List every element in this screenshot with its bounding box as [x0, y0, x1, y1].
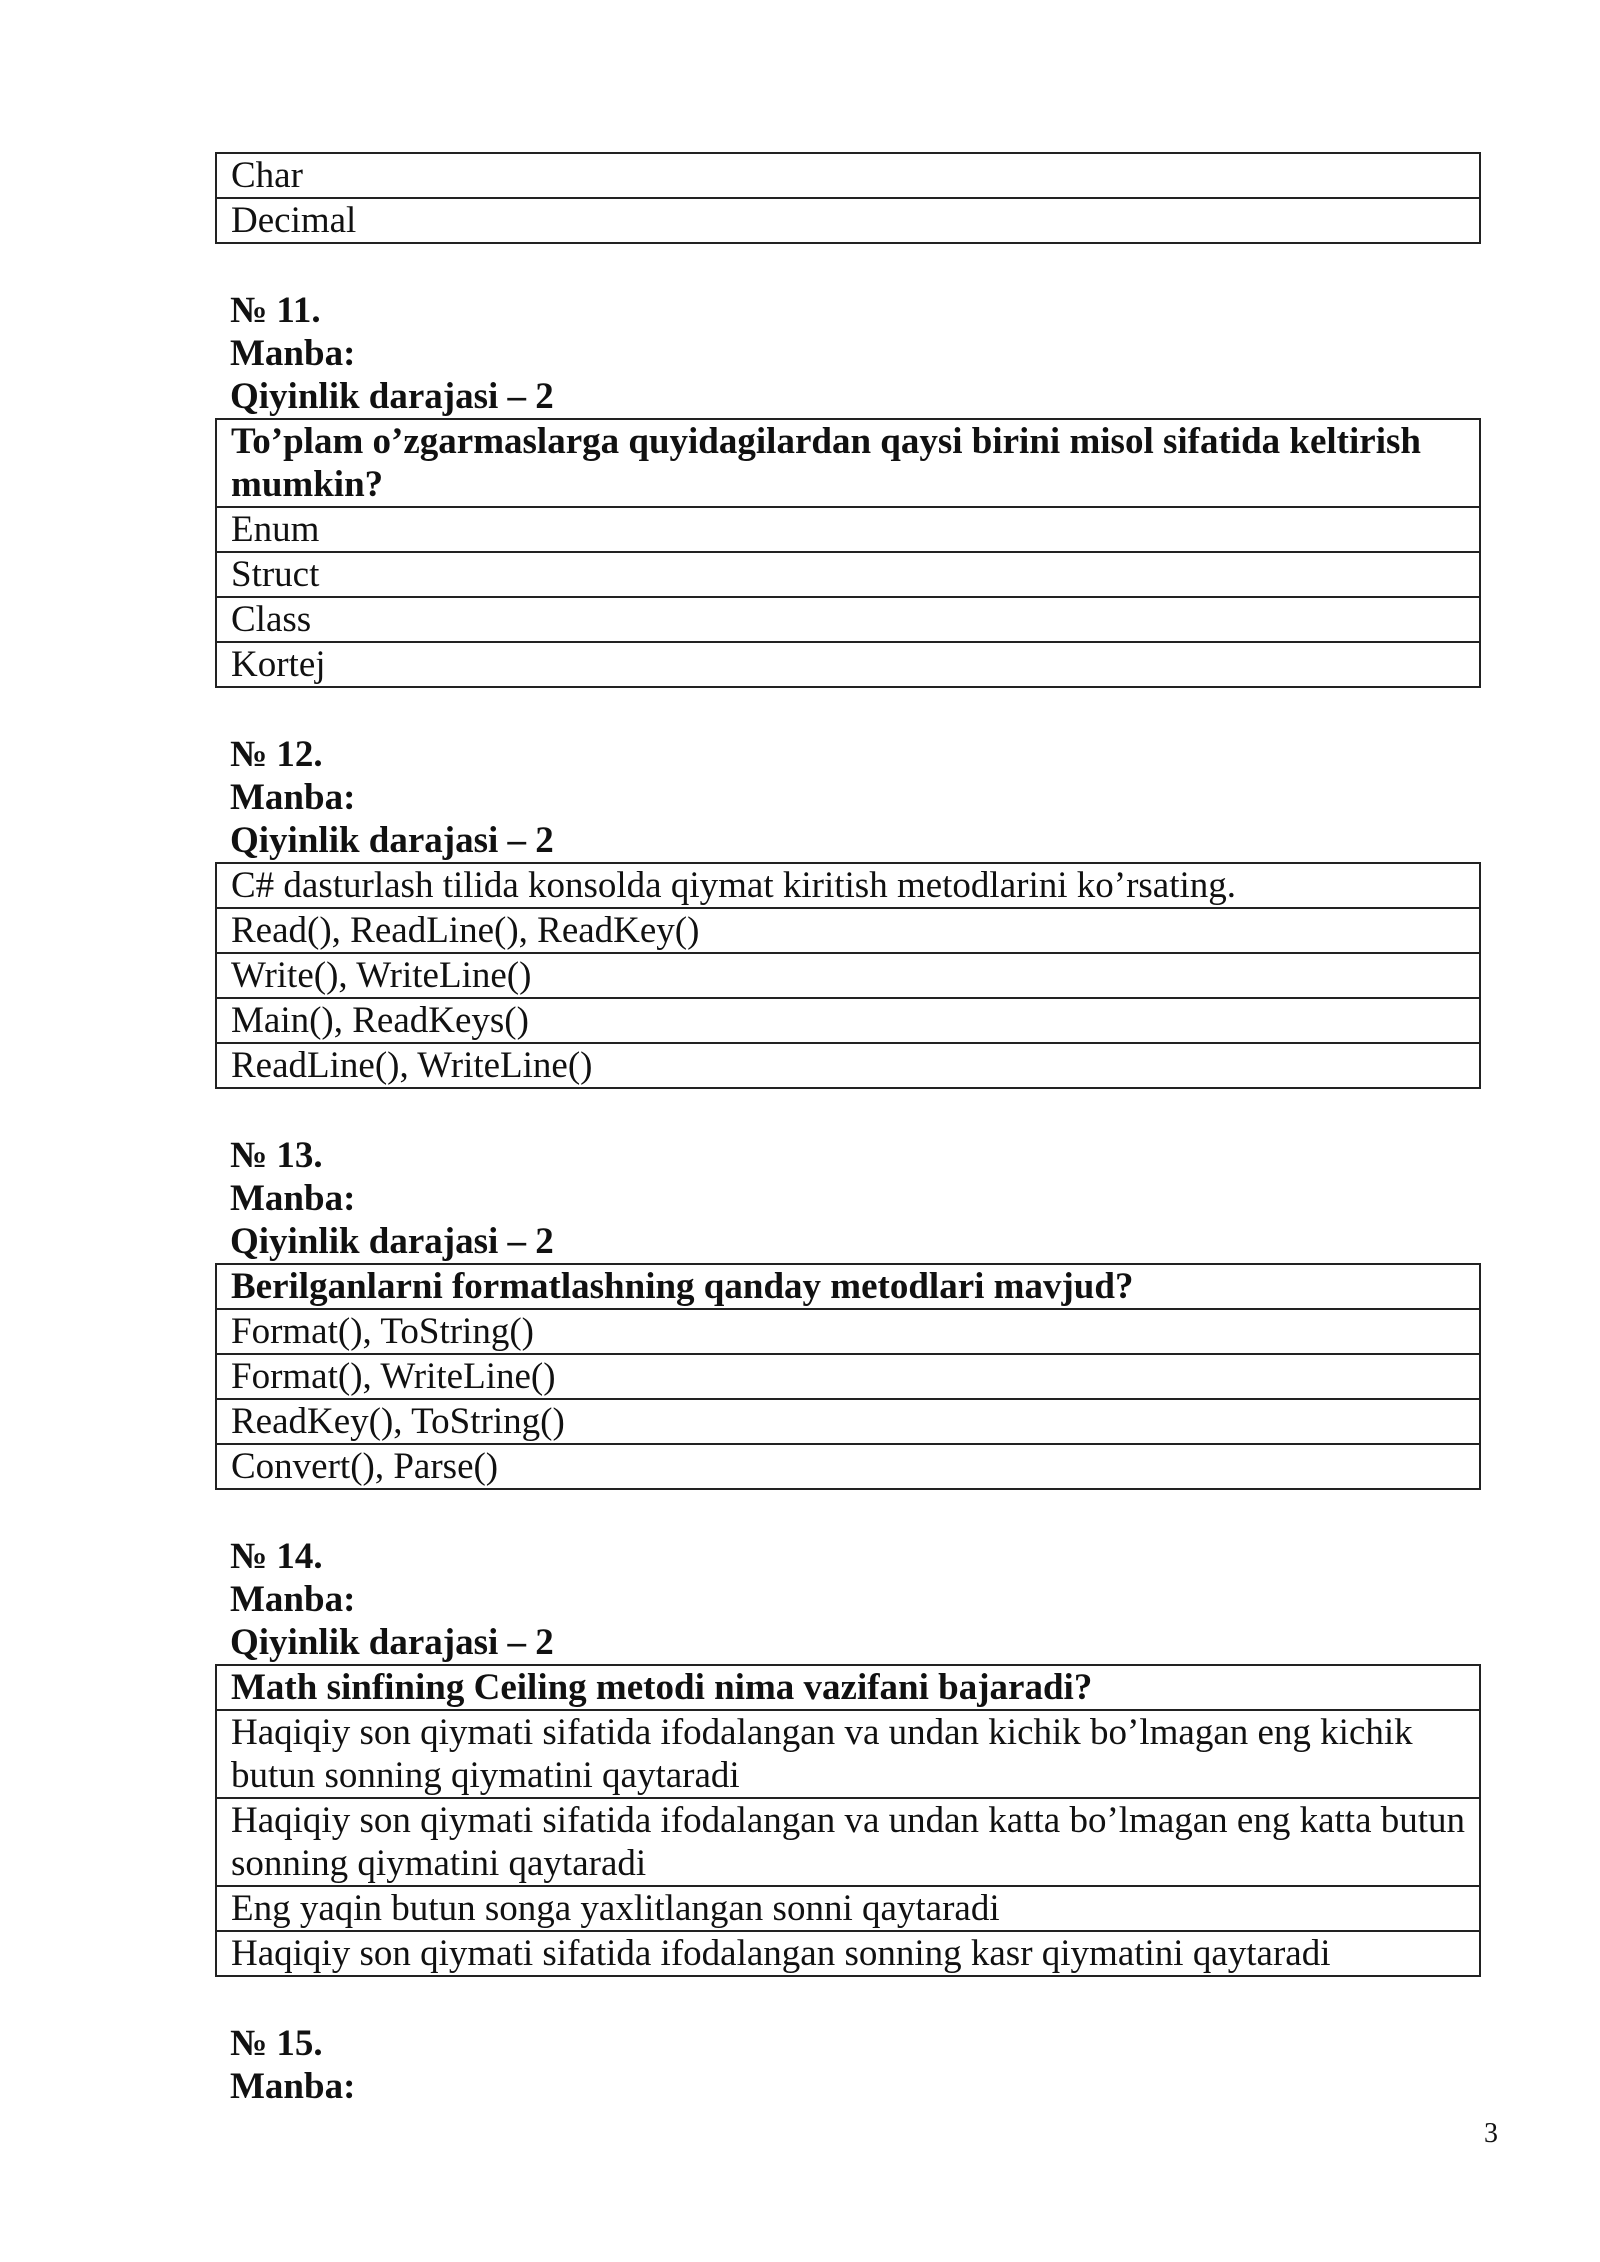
question-number: № 13. — [230, 1135, 323, 1176]
question-number: № 11. — [230, 290, 321, 331]
table-row — [216, 642, 1480, 687]
question-difficulty: Qiyinlik darajasi – 2 — [230, 376, 554, 417]
question-table — [215, 862, 1481, 1089]
table-row — [216, 863, 1480, 908]
question-table — [215, 418, 1481, 688]
table-row — [216, 998, 1480, 1043]
question-number: № 15. — [230, 2023, 323, 2064]
question-text: Berilganlarni formatlashning qanday metodlari mavjud? — [216, 1264, 1480, 1309]
spacer — [215, 1977, 1481, 2022]
question-table — [215, 1664, 1481, 1977]
question-text: C# dasturlash tilida konsolda qiymat kiritish metodlarini ko’rsating. — [216, 863, 1480, 908]
table-row — [216, 1354, 1480, 1399]
document-page-content — [215, 152, 1481, 2108]
question-text: To’plam o’zgarmaslarga quyidagilardan qaysi birini misol sifatida keltirish mumkin? — [216, 419, 1480, 507]
answer-option: Haqiqiy son qiymati sifatida ifodalangan va undan katta bo’lmagan eng katta butun sonning qiymatini qaytaradi — [216, 1798, 1480, 1886]
question-source: Manba: — [230, 1579, 356, 1620]
answer-option: Write(), WriteLine() — [216, 953, 1480, 998]
table-row — [216, 419, 1480, 507]
table-row — [216, 1399, 1480, 1444]
table-row — [216, 1931, 1480, 1976]
page-number: 3 — [1484, 2118, 1498, 2149]
answer-option: Read(), ReadLine(), ReadKey() — [216, 908, 1480, 953]
answer-option: Char — [216, 153, 1480, 198]
question-number: № 14. — [230, 1536, 323, 1577]
answer-option: Enum — [216, 507, 1480, 552]
question-block-11 — [215, 289, 1481, 688]
table-row — [216, 953, 1480, 998]
question-source: Manba: — [230, 1178, 356, 1219]
table-row — [216, 1665, 1480, 1710]
answer-option: Haqiqiy son qiymati sifatida ifodalangan va undan kichik bo’lmagan eng kichik butun sonning qiymatini qaytaradi — [216, 1710, 1480, 1798]
table-row — [216, 1886, 1480, 1931]
spacer — [215, 1089, 1481, 1134]
table-row — [216, 153, 1480, 198]
table-row — [216, 198, 1480, 243]
answer-option: Class — [216, 597, 1480, 642]
question-difficulty: Qiyinlik darajasi – 2 — [230, 1622, 554, 1663]
spacer — [215, 244, 1481, 289]
question-source: Manba: — [230, 2066, 356, 2107]
spacer — [215, 688, 1481, 733]
table-row — [216, 1444, 1480, 1489]
table-row — [216, 507, 1480, 552]
table-row — [216, 908, 1480, 953]
table-row — [216, 1710, 1480, 1798]
answer-option: Kortej — [216, 642, 1480, 687]
answer-option: Format(), ToString() — [216, 1309, 1480, 1354]
table-row — [216, 1309, 1480, 1354]
question-block-14 — [215, 1535, 1481, 1977]
question-source: Manba: — [230, 333, 356, 374]
question-difficulty: Qiyinlik darajasi – 2 — [230, 1221, 554, 1262]
table-row — [216, 552, 1480, 597]
question-text: Math sinfining Ceiling metodi nima vazifani bajaradi? — [216, 1665, 1480, 1710]
table-row — [216, 1798, 1480, 1886]
answer-option: Decimal — [216, 198, 1480, 243]
question-block-13 — [215, 1134, 1481, 1490]
answer-option: ReadKey(), ToString() — [216, 1399, 1480, 1444]
question-source: Manba: — [230, 777, 356, 818]
table-row — [216, 1043, 1480, 1088]
answer-option: Main(), ReadKeys() — [216, 998, 1480, 1043]
spacer — [215, 1490, 1481, 1535]
table-row — [216, 597, 1480, 642]
answer-option: Haqiqiy son qiymati sifatida ifodalangan sonning kasr qiymatini qaytaradi — [216, 1931, 1480, 1976]
answer-option: Struct — [216, 552, 1480, 597]
answer-table-continued — [215, 152, 1481, 244]
question-block-15 — [215, 2022, 1481, 2108]
question-difficulty: Qiyinlik darajasi – 2 — [230, 820, 554, 861]
answer-option: Convert(), Parse() — [216, 1444, 1480, 1489]
question-table — [215, 1263, 1481, 1490]
answer-option: Format(), WriteLine() — [216, 1354, 1480, 1399]
question-number: № 12. — [230, 734, 323, 775]
table-row — [216, 1264, 1480, 1309]
answer-option: Eng yaqin butun songa yaxlitlangan sonni qaytaradi — [216, 1886, 1480, 1931]
answer-option: ReadLine(), WriteLine() — [216, 1043, 1480, 1088]
question-block-12 — [215, 733, 1481, 1089]
